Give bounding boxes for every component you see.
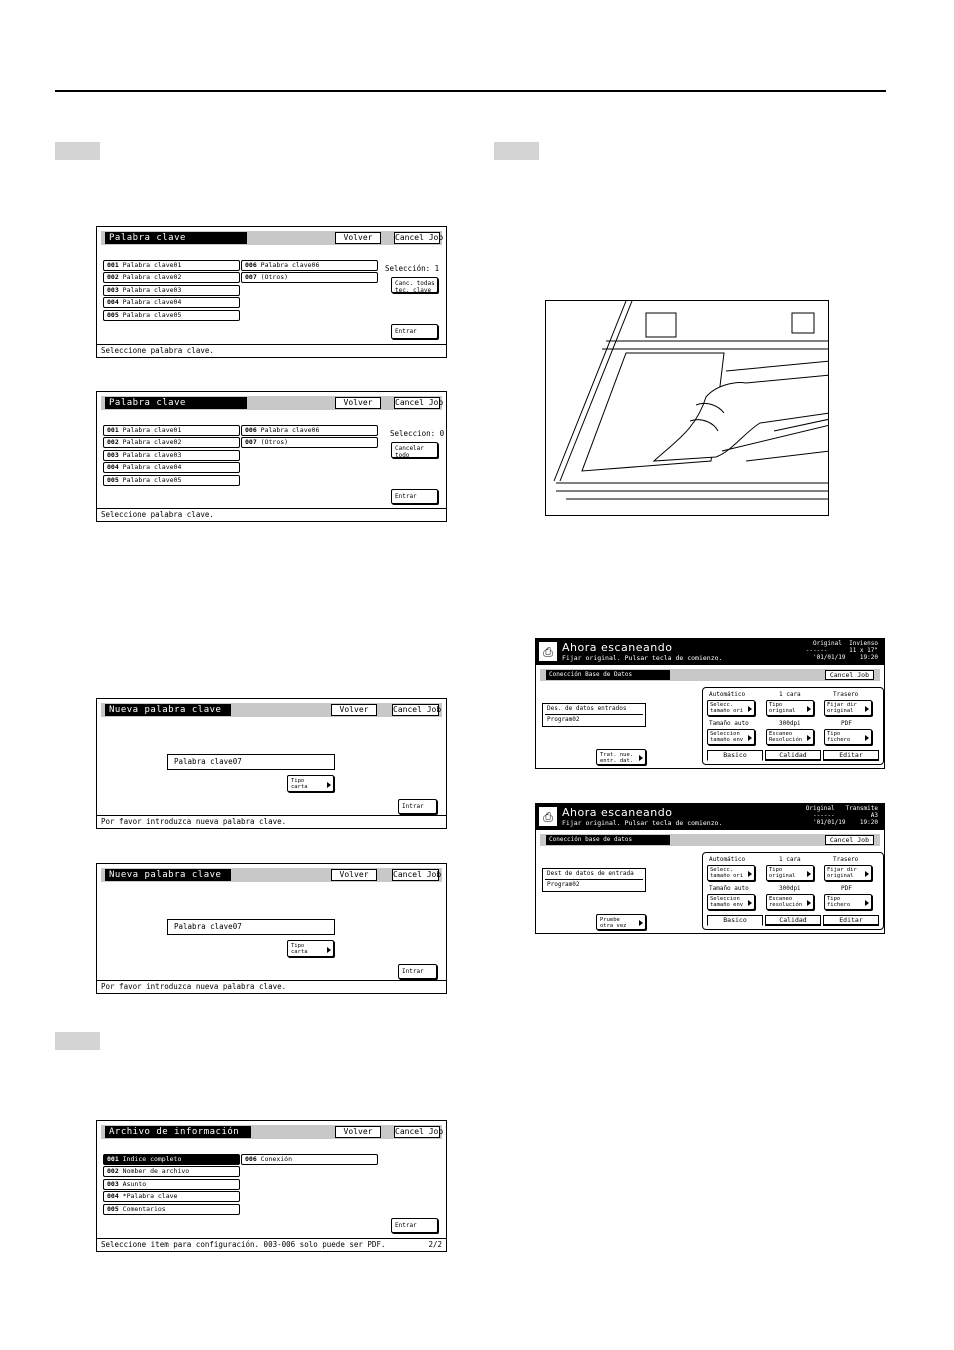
file-type-button[interactable]: Tipo fichero <box>824 894 872 910</box>
scan-header <box>536 639 884 665</box>
settings-box <box>702 852 884 930</box>
hand-placing-original-illustration <box>546 301 829 516</box>
option-value: Automático <box>709 856 746 863</box>
new-keyword-panel <box>96 698 447 829</box>
original-direction-button[interactable]: Fijar dir original <box>824 865 872 881</box>
info-item-005[interactable]: 005 Comentarios <box>103 1204 240 1215</box>
tab-basic[interactable]: Basico <box>707 750 763 761</box>
option-value: PDF <box>841 720 852 727</box>
keyword-item-003[interactable]: 003 Palabra clave03 <box>103 285 240 296</box>
send-size-button[interactable]: Seleccion tamaño env <box>707 729 755 745</box>
enter-button[interactable]: Entrar <box>391 1218 438 1233</box>
status-message: Seleccione palabra clave. <box>97 344 446 357</box>
info-item-004[interactable]: 004 *Palabra clave <box>103 1191 240 1202</box>
file-type-button[interactable]: Tipo fichero <box>824 729 872 745</box>
keyword-item-006[interactable]: 006 Palabra clave06 <box>241 260 378 271</box>
field-value: Program02 <box>547 881 580 888</box>
cancel-job-button[interactable]: Cancel Job <box>393 870 442 879</box>
title-bar <box>101 1125 442 1139</box>
enter-button[interactable]: Intrar <box>398 964 437 979</box>
scanner-illustration <box>545 300 829 516</box>
scanning-panel <box>535 638 885 769</box>
cancel-job-button[interactable]: Cancel Job <box>395 1127 444 1136</box>
keyword-item-004[interactable]: 004 Palabra clave04 <box>103 297 240 308</box>
step-marker-1 <box>55 142 100 160</box>
option-value: PDF <box>841 885 852 892</box>
type-button[interactable]: Tipo carta <box>287 940 334 957</box>
info-item-006[interactable]: 006 Conexión <box>241 1154 378 1165</box>
tab-quality[interactable]: Calidad <box>765 750 821 761</box>
info-item-002[interactable]: 002 Nomber de archivo <box>103 1166 240 1177</box>
send-size-button[interactable]: Seleccion tamaño env <box>707 894 755 910</box>
panel-title: Nueva palabra clave <box>105 869 231 881</box>
tab-edit[interactable]: Editar <box>823 750 879 761</box>
field-label: Des. de datos entrados <box>547 705 627 712</box>
settings-box <box>702 687 884 765</box>
enter-button[interactable]: Intrar <box>398 799 437 814</box>
scan-info: Original Invienso ------ 11 x 17" '01/01/19 19:20 <box>805 640 878 661</box>
back-button[interactable]: Volver <box>331 869 377 881</box>
selection-count: Seleccion: 0 <box>390 429 445 438</box>
type-button[interactable]: Tipo carta <box>287 775 334 792</box>
page-indicator: 2/2 <box>428 1240 442 1249</box>
panel-title: Nueva palabra clave <box>105 704 231 716</box>
header-rule <box>55 90 886 92</box>
retry-button[interactable]: Pruebe otra vez <box>596 914 646 930</box>
option-value: Trasero <box>833 691 859 698</box>
option-value: 1 cara <box>779 856 801 863</box>
tab-basic[interactable]: Basico <box>707 915 763 926</box>
info-item-001[interactable]: 001 Indice completo <box>103 1154 240 1165</box>
section-bar <box>540 669 880 681</box>
option-value: Tamaño auto <box>709 885 749 892</box>
cancel-all-button[interactable]: Canc. todas tec. clave <box>391 277 438 293</box>
section-title: Conección Base de Datos <box>546 670 670 680</box>
scan-resolution-button[interactable]: Escaneo resolución <box>766 894 814 910</box>
title-bar <box>101 396 442 410</box>
cancel-job-button[interactable]: Cancel Job <box>395 398 444 407</box>
panel-title: Palabra clave <box>105 397 247 409</box>
original-size-button[interactable]: Selecc. tamaño ori <box>707 865 755 881</box>
option-value: Trasero <box>833 856 859 863</box>
enter-button[interactable]: Entrar <box>391 489 438 504</box>
back-button[interactable]: Volver <box>331 704 377 716</box>
status-message: Por favor introduzca nueva palabra clave. <box>97 815 446 828</box>
cancel-job-button[interactable]: Cancel Job <box>825 835 874 845</box>
cancel-job-button[interactable]: Cancel Job <box>825 670 874 680</box>
option-value: 300dpi <box>779 885 801 892</box>
title-bar <box>101 231 442 245</box>
original-direction-button[interactable]: Fijar dir original <box>824 700 872 716</box>
option-value: 1 cara <box>779 691 801 698</box>
status-message: Seleccione palabra clave. <box>97 508 446 521</box>
info-item-003[interactable]: 003 Asunto <box>103 1179 240 1190</box>
scan-header <box>536 804 884 830</box>
original-size-button[interactable]: Selecc. tamaño ori <box>707 700 755 716</box>
selection-count: Selección: 1 <box>385 264 440 273</box>
keyword-item-003[interactable]: 003 Palabra clave03 <box>103 450 240 461</box>
keyword-input[interactable]: Palabra clave07 <box>167 919 335 935</box>
scan-info: Original Transmite ------ A3 '01/01/19 19:20 <box>805 805 878 826</box>
back-button[interactable]: Volver <box>335 1126 381 1138</box>
step-marker-3 <box>55 1032 100 1050</box>
option-value: 300dpi <box>779 720 801 727</box>
panel-title: Archivo de información <box>105 1126 251 1138</box>
keyword-item-001[interactable]: 001 Palabra clave01 <box>103 260 240 271</box>
status-message: Seleccione item para configuración. 003-006 solo puede ser PDF. 2/2 <box>97 1238 446 1251</box>
back-button[interactable]: Volver <box>335 397 381 409</box>
tab-edit[interactable]: Editar <box>823 915 879 926</box>
file-info-panel <box>96 1120 447 1252</box>
option-value: Tamaño auto <box>709 720 749 727</box>
keyword-item-005[interactable]: 005 Palabra clave05 <box>103 475 240 486</box>
scan-instruction: Fijar original. Pulsar tecla de comienzo. <box>562 654 723 662</box>
field-value: Program02 <box>547 716 580 723</box>
scanner-icon: ⎙ <box>539 642 557 661</box>
title-bar <box>101 868 442 882</box>
keyword-item-001[interactable]: 001 Palabra clave01 <box>103 425 240 436</box>
status-message: Por favor introduzca nueva palabra clave. <box>97 980 446 993</box>
scan-status-title: Ahora escaneando <box>562 641 673 654</box>
cancel-job-button[interactable]: Cancel Job <box>393 705 442 714</box>
tab-quality[interactable]: Calidad <box>765 915 821 926</box>
keyword-item-006[interactable]: 006 Palabra clave06 <box>241 425 378 436</box>
field-label: Dest de datos de entrada <box>547 870 634 877</box>
scan-status-title: Ahora escaneando <box>562 806 673 819</box>
keyword-item-004[interactable]: 004 Palabra clave04 <box>103 462 240 473</box>
keyword-panel <box>96 391 447 522</box>
keyword-item-002[interactable]: 002 Palabra clave02 <box>103 437 240 448</box>
original-type-button[interactable]: Tipo original <box>766 700 814 716</box>
enter-button[interactable]: Entrar <box>391 324 438 339</box>
data-entry-field[interactable] <box>542 868 646 892</box>
scanning-panel <box>535 803 885 934</box>
keyword-item-005[interactable]: 005 Palabra clave05 <box>103 310 240 321</box>
keyword-input[interactable]: Palabra clave07 <box>167 754 335 770</box>
scan-instruction: Fijar original. Pulsar tecla de comienzo. <box>562 819 723 827</box>
panel-title: Palabra clave <box>105 232 247 244</box>
keyword-panel <box>96 226 447 358</box>
scan-resolution-button[interactable]: Escaneo Resolución <box>766 729 814 745</box>
section-title: Conección base de datos <box>546 835 670 845</box>
data-entry-field[interactable] <box>542 703 646 727</box>
cancel-job-button[interactable]: Cancel Job <box>395 233 444 242</box>
keyword-item-007[interactable]: 007 (Otros) <box>241 272 378 283</box>
new-entry-button[interactable]: Trat. nue. entr. dat. <box>596 749 646 765</box>
new-keyword-panel <box>96 863 447 994</box>
keyword-item-007[interactable]: 007 (Otros) <box>241 437 378 448</box>
keyword-item-002[interactable]: 002 Palabra clave02 <box>103 272 240 283</box>
original-type-button[interactable]: Tipo original <box>766 865 814 881</box>
title-bar <box>101 703 442 717</box>
cancel-all-button[interactable]: Cancelar todo <box>391 442 438 458</box>
step-marker-2 <box>494 142 539 160</box>
section-bar <box>540 834 880 846</box>
back-button[interactable]: Volver <box>335 232 381 244</box>
scanner-icon: ⎙ <box>539 807 557 826</box>
option-value: Automático <box>709 691 746 698</box>
